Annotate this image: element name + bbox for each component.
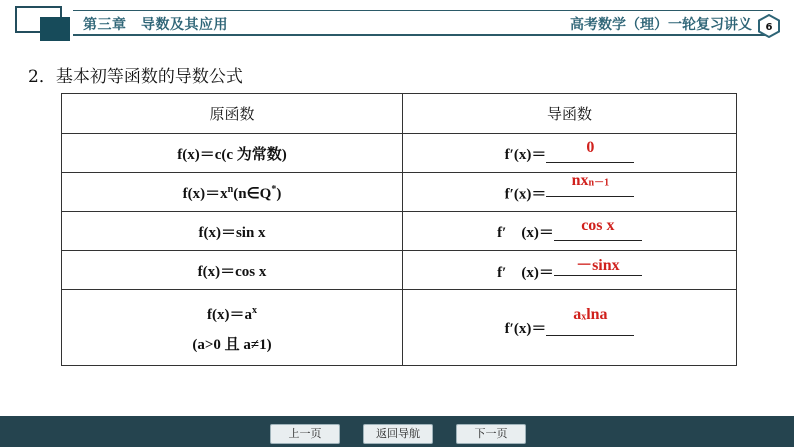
orig-exponent: x (252, 304, 257, 316)
orig-suffix: ) (276, 185, 282, 202)
header-rule-top (73, 10, 773, 11)
answer-base: a (573, 306, 582, 323)
book-title: 高考数学（理）一轮复习讲义 (570, 17, 752, 33)
original-function (62, 173, 403, 212)
back-to-nav-button[interactable]: 返回导航 (363, 424, 433, 444)
derivative-prefix: f′(x)＝ (504, 146, 547, 163)
next-page-button[interactable]: 下一页 (456, 424, 526, 444)
answer: －sinx (576, 256, 620, 274)
derivative-prefix: f′(x)＝ (504, 186, 547, 203)
table-row (62, 134, 737, 173)
page-number-badge (757, 14, 781, 38)
original-function: f(x)＝sin x (62, 212, 403, 251)
derivative-cell (403, 173, 737, 212)
table-row (62, 212, 737, 251)
answer-exponent: n－1 (588, 177, 610, 189)
derivative-cell (403, 251, 737, 290)
page-number: 6 (765, 22, 773, 33)
derivative-cell (403, 290, 737, 366)
answer-blank (546, 138, 634, 163)
answer: 0 (586, 138, 595, 156)
answer-exponent: x (581, 311, 587, 323)
table-row (62, 290, 737, 366)
answer-blank (554, 256, 642, 276)
answer-blank (546, 306, 634, 336)
orig-mid: (n∈Q (233, 185, 272, 202)
derivative-prefix: f′(x)＝ (504, 321, 547, 337)
original-function: f(x)＝c(c 为常数) (62, 134, 403, 173)
answer (573, 306, 608, 330)
answer: cos x (581, 216, 615, 234)
original-function: f(x)＝cos x (62, 251, 403, 290)
orig-prefix: f(x)＝x (182, 185, 228, 202)
answer-base: nx (571, 171, 589, 189)
header-decor-square-fill (40, 17, 70, 41)
derivative-prefix: f′ (x)＝ (497, 224, 554, 241)
answer-blank (546, 171, 634, 197)
derivative-prefix: f′ (x)＝ (497, 264, 554, 281)
orig-exponent: n (227, 183, 234, 195)
table-row (62, 251, 737, 290)
answer (571, 171, 610, 196)
col-header-derivative: 导函数 (403, 94, 737, 134)
header-rule-bottom (73, 34, 773, 36)
prev-page-button[interactable]: 上一页 (270, 424, 340, 444)
original-function (62, 290, 403, 366)
page-header (0, 0, 794, 46)
section-title: 2．基本初等函数的导数公式 (28, 67, 243, 87)
derivative-cell (403, 212, 737, 251)
orig-condition: (a>0 且 a≠1) (192, 336, 272, 353)
chapter-title: 第三章 导数及其应用 (83, 17, 228, 33)
derivative-formula-table (61, 93, 737, 366)
derivative-cell (403, 134, 737, 173)
answer-suffix: lna (586, 306, 608, 323)
orig-star: * (271, 183, 277, 195)
orig-prefix: f(x)＝a (207, 306, 252, 323)
table-row (62, 173, 737, 212)
answer-blank (554, 216, 642, 241)
col-header-original: 原函数 (62, 94, 403, 134)
